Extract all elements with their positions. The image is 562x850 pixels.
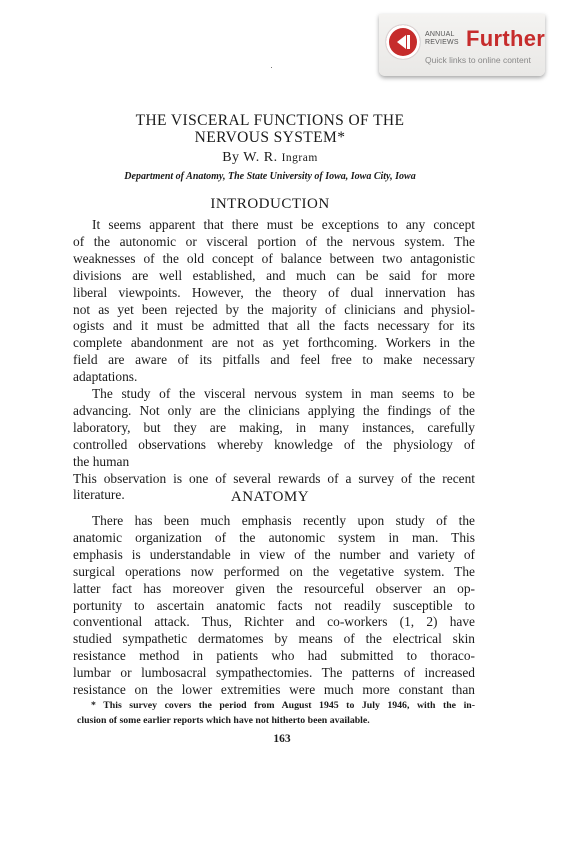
text-line: It seems apparent that there must be exceptions to any concept (92, 217, 475, 232)
text-line: surgical operations now performed on the vegetative system. The (73, 563, 475, 579)
text-line: of the autonomic or visceral portion of the nervous system. The (73, 233, 475, 249)
annual-reviews-further-badge[interactable] (379, 14, 545, 76)
article-title-line-2: NERVOUS SYSTEM* (194, 129, 346, 146)
text-line: the human (73, 453, 130, 469)
text-line: There has been much emphasis recently upon study of the (92, 513, 475, 528)
badge-brand: Further (466, 26, 546, 51)
text-line: adaptations. (73, 369, 138, 385)
scan-speck (271, 67, 272, 68)
section-heading-introduction: INTRODUCTION (210, 196, 330, 212)
text-line: not as yet been rejected by the majority of clinicians and physiol- (73, 301, 475, 317)
text-line: conventional attack. Thus, Richter and co-workers (1, 2) have (73, 614, 475, 630)
text-line: emphasis is understandable in view of the number and variety of (73, 546, 475, 562)
byline: By W. R. Ingram (222, 150, 318, 165)
page-number: 163 (273, 733, 291, 745)
article-title-line-1: THE VISCERAL FUNCTIONS OF THE (135, 112, 405, 129)
text-line: advancing. Not only are the clinicians applying the findings of the (73, 402, 475, 418)
text-line: latter fact has moreover given the resourceful observer an op- (73, 580, 475, 596)
footnote-line: * This survey covers the period from August 1945 to July 1946, with the in- (91, 700, 475, 711)
text-line: This observation is one of several rewards of a survey of the recent (73, 470, 475, 486)
text-line: liberal viewpoints. However, the theory of dual innervation has (73, 284, 475, 300)
text-line: literature. (73, 487, 125, 503)
text-line: resistance on the lower extremities were much more constant than (73, 682, 475, 697)
text-line: laboratory, but they are making, in many instances, carefully (73, 419, 475, 435)
text-line: anatomic organization of the autonomic system in man. This (73, 529, 475, 545)
text-line: controlled observations whereby knowledge of the physiology of (73, 436, 475, 452)
text-line: complete abandonment are not as yet forthcoming. Workers in the (73, 335, 475, 351)
text-line: ogists and it must be admitted that all the facts necessary for its (73, 318, 475, 334)
text-line: portunity to ascertain anatomic facts not readily susceptible to (73, 597, 475, 613)
text-line: lumbar or lumbosacral sympathectomies. The patterns of increased (73, 665, 475, 681)
text-line: field are aware of its pitfalls and feel free to make necessary (73, 352, 475, 368)
footnote-line: clusion of some earlier reports which have not hitherto been available. (77, 714, 370, 726)
badge-small-text: ANNUAL REVIEWS (425, 31, 459, 46)
text-line: divisions are well established, and much can be said for more (73, 267, 475, 283)
text-line: The study of the visceral nervous system in man seems to be (92, 386, 475, 401)
text-line: weaknesses of the old concept of balance between two antagonistic (73, 250, 475, 266)
text-line: resistance method in patients who had submitted to thoraco- (73, 648, 475, 664)
badge-subtitle: Quick links to online content (425, 55, 531, 65)
back-arrow-icon (386, 25, 420, 59)
section-heading-anatomy: ANATOMY (230, 489, 310, 505)
text-line: studied sympathetic dermatomes by means of the electrical skin (73, 631, 475, 647)
affiliation: Department of Anatomy, The State University of Iowa, Iowa City, Iowa (124, 171, 416, 182)
